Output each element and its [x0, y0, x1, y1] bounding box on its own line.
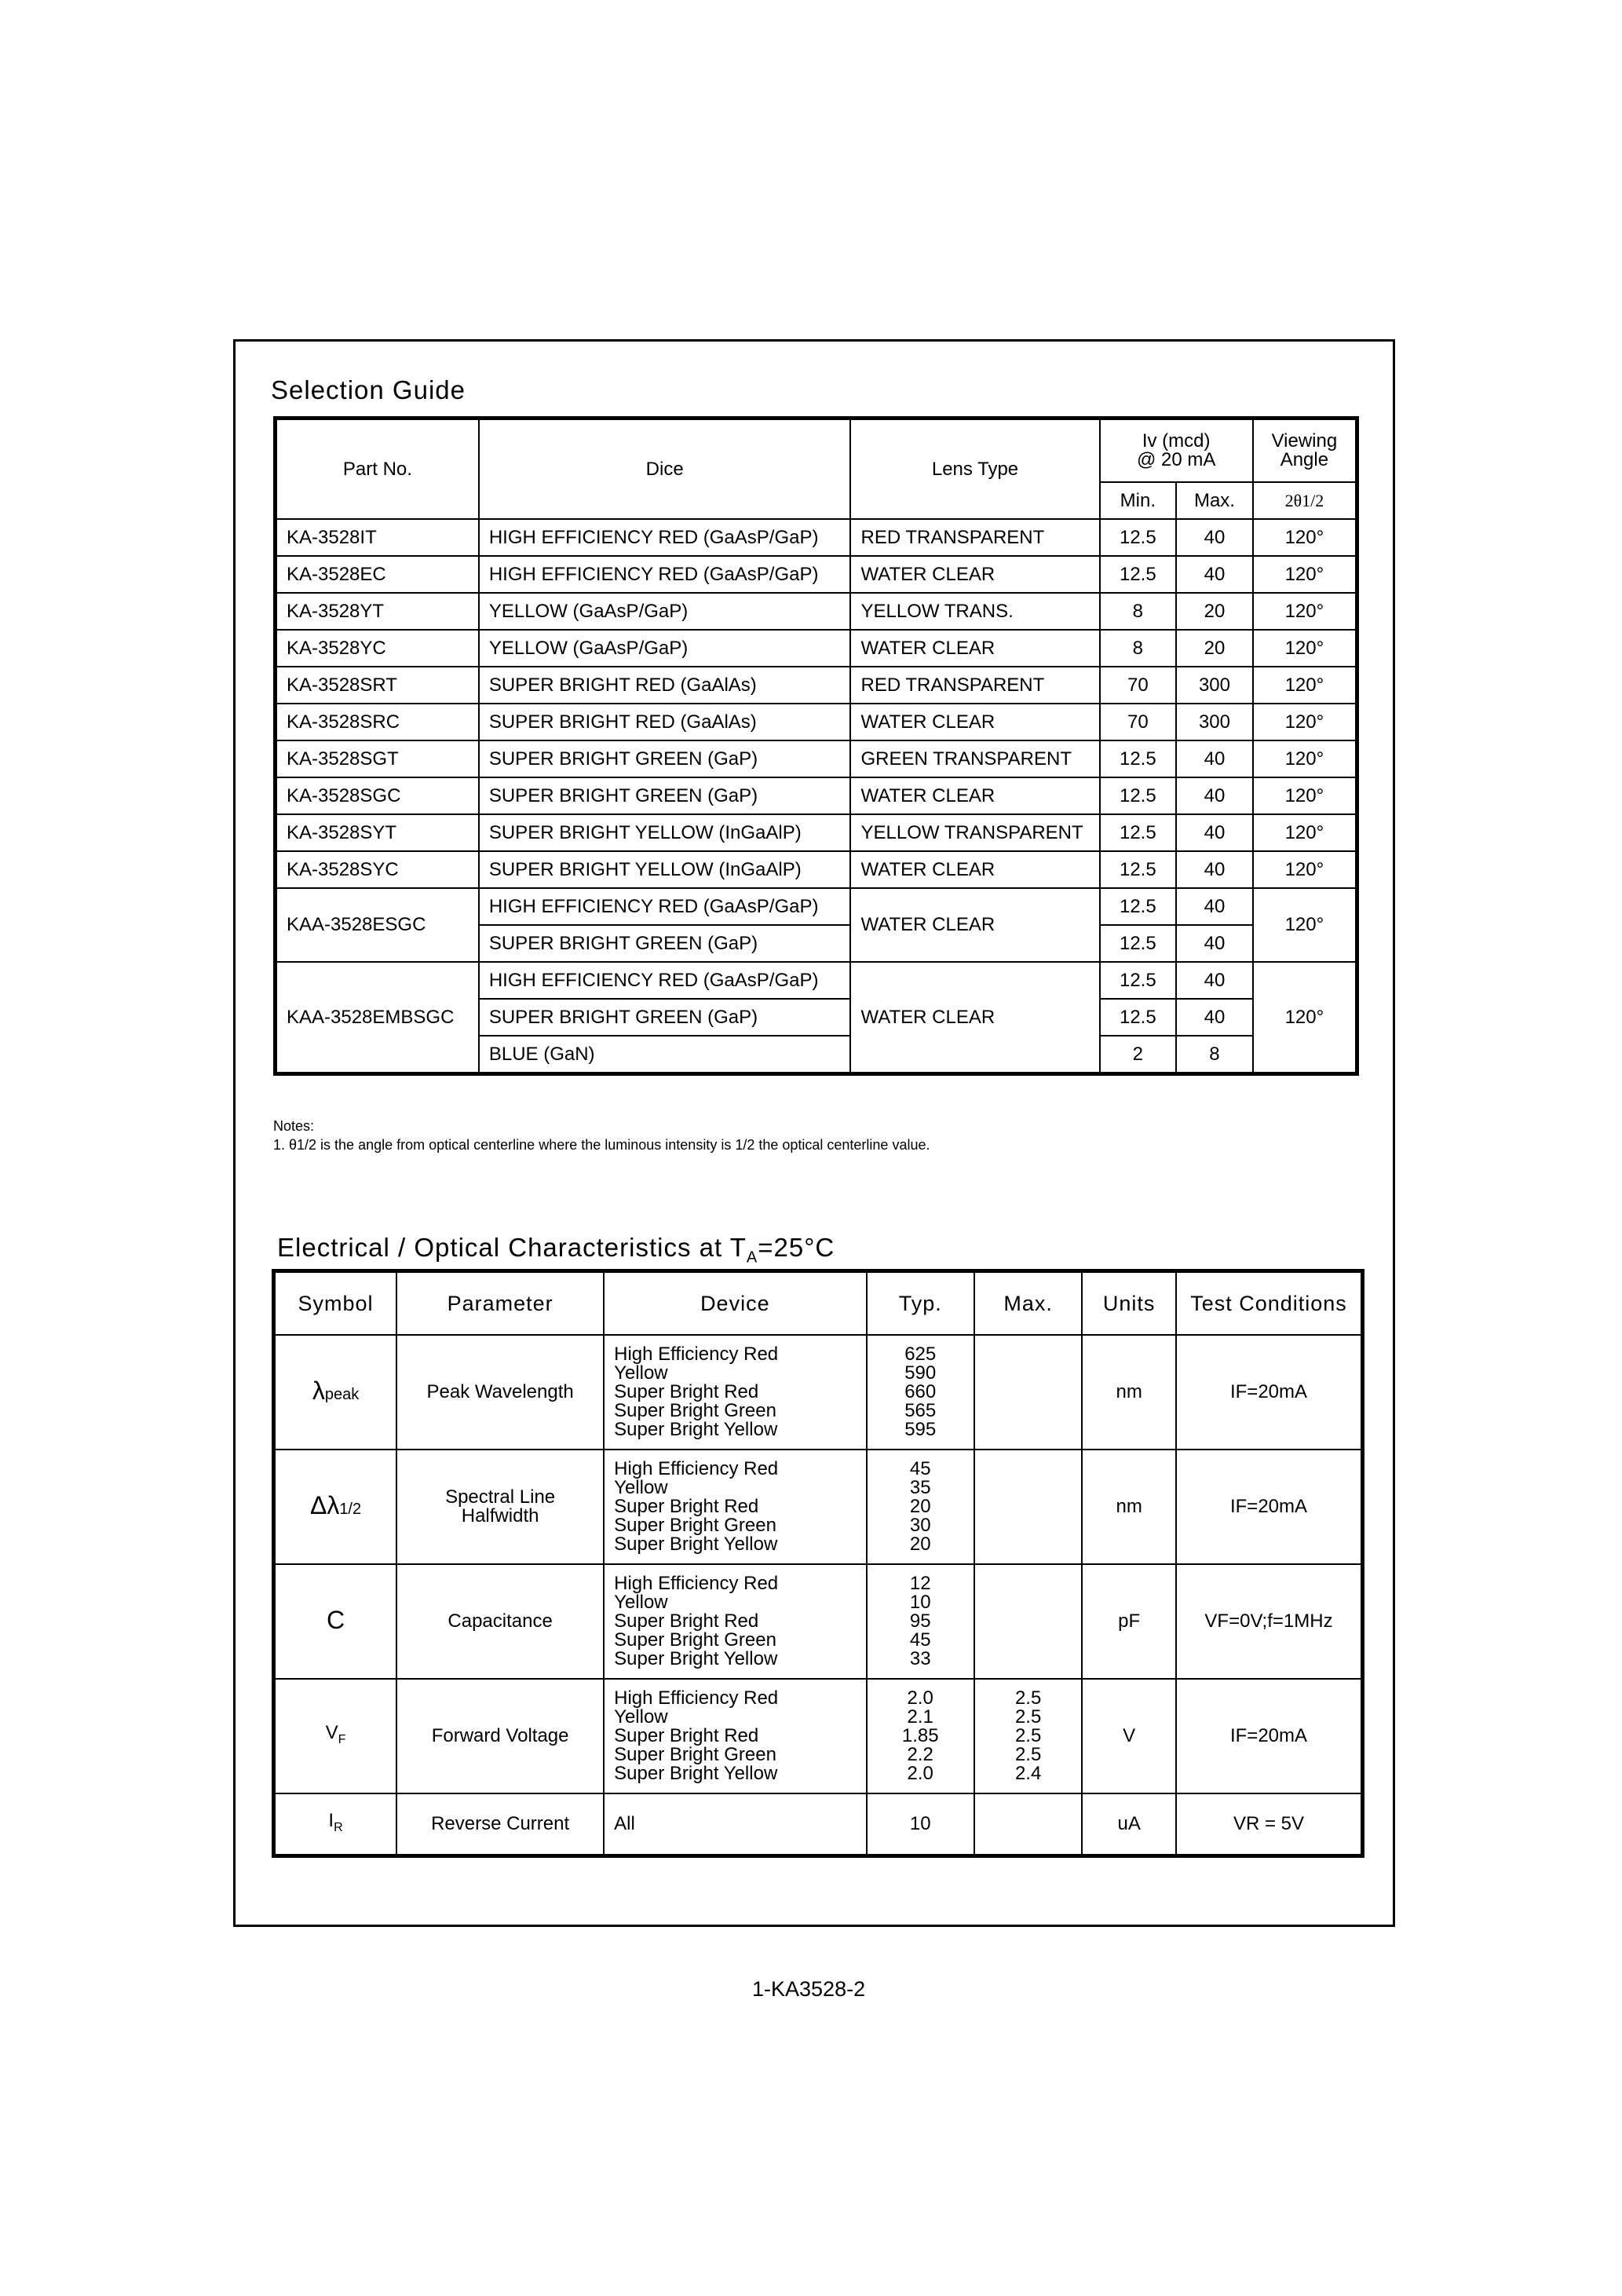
symbol-subscript: F — [338, 1732, 346, 1746]
units-cell: nm — [1082, 1335, 1176, 1450]
table-row — [276, 777, 1357, 814]
notes-title: Notes: — [273, 1118, 315, 1134]
dice-cell: SUPER BRIGHT YELLOW (InGaAlP) — [479, 814, 851, 851]
parameter-cell: Capacitance — [396, 1564, 604, 1679]
header-dice: Dice — [479, 419, 851, 520]
min-cell: 70 — [1100, 704, 1177, 740]
characteristics-title-text: Electrical / Optical Characteristics at T — [277, 1233, 747, 1262]
header-units: Units — [1082, 1271, 1176, 1336]
lens-cell: WATER CLEAR — [850, 704, 1099, 740]
header-viewing-angle — [1253, 419, 1357, 483]
max-cell — [974, 1793, 1082, 1856]
max-cell: 40 — [1176, 851, 1253, 888]
dice-cell: HIGH EFFICIENCY RED (GaAsP/GaP) — [479, 519, 851, 556]
header-min: Min. — [1100, 482, 1177, 519]
max-cell: 40 — [1176, 925, 1253, 962]
min-cell: 12.5 — [1100, 777, 1177, 814]
conditions-cell: VF=0V;f=1MHz — [1176, 1564, 1363, 1679]
lens-cell: YELLOW TRANS. — [850, 593, 1099, 630]
units-cell: pF — [1082, 1564, 1176, 1679]
device-cell: High Efficiency Red Yellow Super Bright Red Super Bright Green Super Bright Yellow — [604, 1450, 866, 1564]
symbol-main: Δλ — [309, 1490, 340, 1519]
part-no-cell: KAA-3528EMBSGC — [276, 962, 479, 1074]
dice-cell: HIGH EFFICIENCY RED (GaAsP/GaP) — [479, 888, 851, 925]
device-cell: High Efficiency Red Yellow Super Bright Red Super Bright Green Super Bright Yellow — [604, 1564, 866, 1679]
part-no-cell: KA-3528SRC — [276, 704, 479, 740]
angle-cell: 120° — [1253, 593, 1357, 630]
part-no-cell: KA-3528YC — [276, 630, 479, 667]
max-cell: 300 — [1176, 704, 1253, 740]
table-row — [274, 1793, 1363, 1856]
part-no-cell: KA-3528EC — [276, 556, 479, 593]
table-row — [276, 740, 1357, 777]
page-number: 1-KA3528-2 — [752, 1977, 866, 2001]
lens-cell: YELLOW TRANSPARENT — [850, 814, 1099, 851]
max-cell: 20 — [1176, 630, 1253, 667]
device-cell: All — [604, 1793, 866, 1856]
dice-cell: YELLOW (GaAsP/GaP) — [479, 630, 851, 667]
part-no-cell: KA-3528SYC — [276, 851, 479, 888]
dice-cell: SUPER BRIGHT GREEN (GaP) — [479, 740, 851, 777]
table-row — [276, 667, 1357, 704]
characteristics-title-suffix: =25°C — [758, 1233, 835, 1262]
symbol-cell — [274, 1335, 397, 1450]
header-theta: 2θ1/2 — [1253, 482, 1357, 519]
max-cell: 40 — [1176, 740, 1253, 777]
symbol-cell — [274, 1450, 397, 1564]
symbol-main: C — [326, 1605, 345, 1634]
parameter-cell: Reverse Current — [396, 1793, 604, 1856]
lens-cell: WATER CLEAR — [850, 851, 1099, 888]
conditions-cell: IF=20mA — [1176, 1679, 1363, 1793]
max-cell: 40 — [1176, 888, 1253, 925]
max-cell — [974, 1564, 1082, 1679]
typ-cell: 12 10 95 45 33 — [867, 1564, 974, 1679]
table-row — [274, 1450, 1363, 1564]
max-cell: 40 — [1176, 999, 1253, 1036]
table-header-row — [276, 419, 1357, 483]
dice-cell: SUPER BRIGHT YELLOW (InGaAlP) — [479, 851, 851, 888]
parameter-cell: Spectral Line Halfwidth — [396, 1450, 604, 1564]
max-cell — [974, 1450, 1082, 1564]
symbol-subscript: 1/2 — [339, 1500, 362, 1518]
part-no-cell: KA-3528YT — [276, 593, 479, 630]
table-row — [274, 1564, 1363, 1679]
min-cell: 8 — [1100, 630, 1177, 667]
units-cell: nm — [1082, 1450, 1176, 1564]
angle-cell: 120° — [1253, 962, 1357, 1074]
selection-guide-title: Selection Guide — [271, 375, 466, 404]
min-cell: 70 — [1100, 667, 1177, 704]
header-test-conditions: Test Conditions — [1176, 1271, 1363, 1336]
lens-cell: WATER CLEAR — [850, 962, 1099, 1074]
max-cell: 40 — [1176, 777, 1253, 814]
angle-cell: 120° — [1253, 556, 1357, 593]
max-cell: 40 — [1176, 556, 1253, 593]
table-row — [276, 556, 1357, 593]
header-angle: Angle — [1280, 449, 1329, 470]
lens-cell: WATER CLEAR — [850, 888, 1099, 962]
max-cell: 20 — [1176, 593, 1253, 630]
note-1: 1. θ1/2 is the angle from optical centerline where the luminous intensity is 1/2 the optical centerline value. — [273, 1137, 930, 1153]
max-cell: 2.5 2.5 2.5 2.5 2.4 — [974, 1679, 1082, 1793]
header-viewing: Viewing — [1271, 430, 1338, 452]
max-cell: 300 — [1176, 667, 1253, 704]
selection-guide-table — [273, 416, 1359, 1076]
min-cell: 12.5 — [1100, 962, 1177, 999]
min-cell: 12.5 — [1100, 999, 1177, 1036]
header-max: Max. — [974, 1271, 1082, 1336]
angle-cell: 120° — [1253, 667, 1357, 704]
part-no-cell: KA-3528SGT — [276, 740, 479, 777]
table-row — [276, 851, 1357, 888]
table-row — [276, 888, 1357, 925]
angle-cell: 120° — [1253, 888, 1357, 962]
angle-cell: 120° — [1253, 851, 1357, 888]
conditions-cell: VR = 5V — [1176, 1793, 1363, 1856]
dice-cell: SUPER BRIGHT GREEN (GaP) — [479, 999, 851, 1036]
part-no-cell: KA-3528SYT — [276, 814, 479, 851]
lens-cell: WATER CLEAR — [850, 777, 1099, 814]
table-row — [276, 593, 1357, 630]
min-cell: 12.5 — [1100, 851, 1177, 888]
header-max: Max. — [1176, 482, 1253, 519]
typ-cell: 625 590 660 565 595 — [867, 1335, 974, 1450]
symbol-main: V — [325, 1721, 338, 1743]
table-row — [274, 1679, 1363, 1793]
symbol-cell — [274, 1564, 397, 1679]
header-symbol: Symbol — [274, 1271, 397, 1336]
units-cell: V — [1082, 1679, 1176, 1793]
dice-cell: SUPER BRIGHT GREEN (GaP) — [479, 925, 851, 962]
lens-cell: WATER CLEAR — [850, 556, 1099, 593]
min-cell: 12.5 — [1100, 888, 1177, 925]
symbol-main: λ — [312, 1376, 325, 1405]
lens-cell: WATER CLEAR — [850, 630, 1099, 667]
lens-cell: RED TRANSPARENT — [850, 667, 1099, 704]
notes — [273, 1117, 930, 1154]
max-cell: 40 — [1176, 814, 1253, 851]
part-no-cell: KA-3528IT — [276, 519, 479, 556]
dice-cell: BLUE (GaN) — [479, 1036, 851, 1074]
table-row — [276, 814, 1357, 851]
typ-cell: 10 — [867, 1793, 974, 1856]
angle-cell: 120° — [1253, 740, 1357, 777]
header-iv — [1100, 419, 1253, 483]
header-typ: Typ. — [867, 1271, 974, 1336]
max-cell: 40 — [1176, 962, 1253, 999]
min-cell: 8 — [1100, 593, 1177, 630]
lens-cell: GREEN TRANSPARENT — [850, 740, 1099, 777]
table-row — [276, 519, 1357, 556]
table-row — [276, 630, 1357, 667]
symbol-cell — [274, 1793, 397, 1856]
dice-cell: HIGH EFFICIENCY RED (GaAsP/GaP) — [479, 556, 851, 593]
characteristics-title-sub: A — [746, 1249, 758, 1267]
dice-cell: SUPER BRIGHT RED (GaAlAs) — [479, 667, 851, 704]
parameter-cell: Forward Voltage — [396, 1679, 604, 1793]
symbol-subscript: peak — [324, 1385, 360, 1403]
header-device: Device — [604, 1271, 866, 1336]
symbol-subscript: R — [334, 1820, 343, 1834]
conditions-cell: IF=20mA — [1176, 1335, 1363, 1450]
min-cell: 12.5 — [1100, 556, 1177, 593]
parameter-cell: Peak Wavelength — [396, 1335, 604, 1450]
symbol-cell — [274, 1679, 397, 1793]
angle-cell: 120° — [1253, 519, 1357, 556]
min-cell: 12.5 — [1100, 925, 1177, 962]
max-cell — [974, 1335, 1082, 1450]
min-cell: 12.5 — [1100, 519, 1177, 556]
dice-cell: HIGH EFFICIENCY RED (GaAsP/GaP) — [479, 962, 851, 999]
header-parameter: Parameter — [396, 1271, 604, 1336]
angle-cell: 120° — [1253, 704, 1357, 740]
table-row — [274, 1335, 1363, 1450]
part-no-cell: KA-3528SRT — [276, 667, 479, 704]
header-iv-current: @ 20 mA — [1136, 449, 1216, 470]
max-cell: 8 — [1176, 1036, 1253, 1074]
dice-cell: SUPER BRIGHT GREEN (GaP) — [479, 777, 851, 814]
dice-cell: YELLOW (GaAsP/GaP) — [479, 593, 851, 630]
symbol-main: I — [328, 1809, 334, 1831]
device-cell: High Efficiency Red Yellow Super Bright Red Super Bright Green Super Bright Yellow — [604, 1679, 866, 1793]
part-no-cell: KAA-3528ESGC — [276, 888, 479, 962]
header-iv-label: Iv (mcd) — [1142, 430, 1211, 452]
lens-cell: RED TRANSPARENT — [850, 519, 1099, 556]
table-row — [276, 962, 1357, 999]
angle-cell: 120° — [1253, 777, 1357, 814]
angle-cell: 120° — [1253, 814, 1357, 851]
angle-cell: 120° — [1253, 630, 1357, 667]
part-no-cell: KA-3528SGC — [276, 777, 479, 814]
header-lens-type: Lens Type — [850, 419, 1099, 520]
table-row — [276, 704, 1357, 740]
min-cell: 12.5 — [1100, 740, 1177, 777]
conditions-cell: IF=20mA — [1176, 1450, 1363, 1564]
device-cell: High Efficiency Red Yellow Super Bright Red Super Bright Green Super Bright Yellow — [604, 1335, 866, 1450]
table-header-row — [274, 1271, 1363, 1336]
min-cell: 12.5 — [1100, 814, 1177, 851]
max-cell: 40 — [1176, 519, 1253, 556]
characteristics-table — [272, 1269, 1364, 1858]
typ-cell: 45 35 20 30 20 — [867, 1450, 974, 1564]
header-part-no: Part No. — [276, 419, 479, 520]
units-cell: uA — [1082, 1793, 1176, 1856]
dice-cell: SUPER BRIGHT RED (GaAlAs) — [479, 704, 851, 740]
typ-cell: 2.0 2.1 1.85 2.2 2.0 — [867, 1679, 974, 1793]
min-cell: 2 — [1100, 1036, 1177, 1074]
characteristics-title — [277, 1233, 835, 1267]
